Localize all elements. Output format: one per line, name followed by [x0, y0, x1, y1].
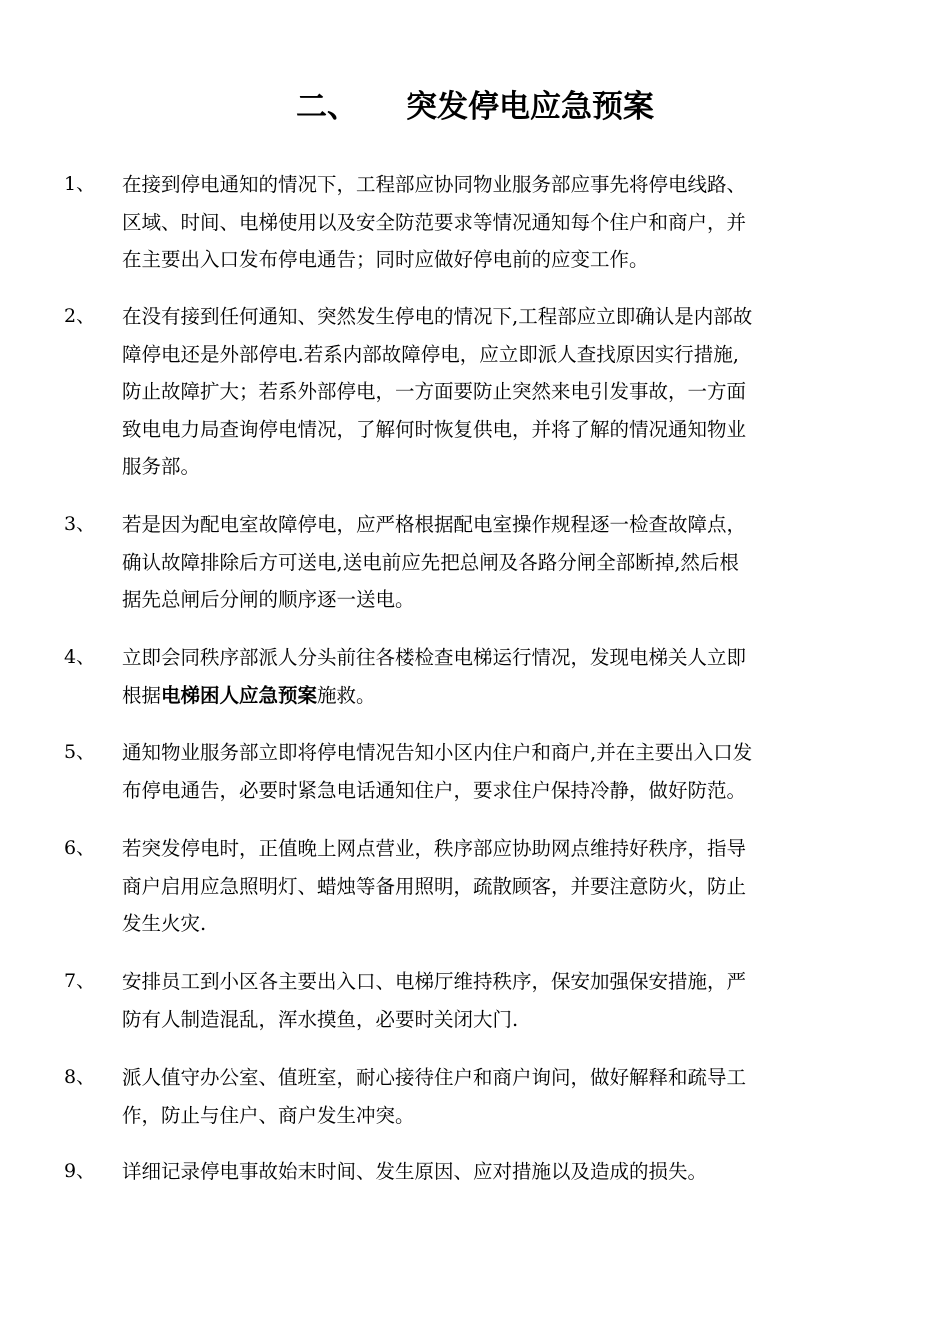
text-line: 派人值守办公室、值班室，耐心接待住户和商户询问，做好解释和疏导工	[122, 1066, 747, 1089]
text-line: 作，防止与住户、商户发生冲突。	[122, 1103, 415, 1127]
text-line: 确认故障排除后方可送电,送电前应先把总闸及各路分闸全部断掉,然后根	[122, 550, 739, 574]
item-number: 8、	[64, 1066, 96, 1088]
item-number: 2、	[64, 305, 96, 327]
text-line: 服务部。	[122, 455, 201, 478]
item-text	[122, 639, 858, 714]
text-line: 布停电通告，必要时紧急电话通知住户，要求住户保持冷静，做好防范。	[122, 778, 747, 802]
text-line: 防有人制造混乱，浑水摸鱼，必要时关闭大门.	[122, 1007, 519, 1031]
title-number: 二、	[296, 89, 358, 125]
text-line: 据先总闸后分闸的顺序逐一送电。	[122, 588, 415, 611]
text-line: 防止故障扩大；若系外部停电，一方面要防止突然来电引发事故，一方面	[122, 380, 747, 403]
text-line: 在没有接到任何通知、突然发生停电的情况下,工程部应立即确认是内部故	[122, 305, 753, 328]
text-line: 若突发停电时，正值晚上网点营业，秩序部应协助网点维持好秩序，指导	[122, 837, 747, 860]
text-line: 若是因为配电室故障停电，应严格根据配电室操作规程逐一检查故障点，	[122, 513, 747, 536]
text-line: 区域、时间、电梯使用以及安全防范要求等情况通知每个住户和商户，并	[122, 210, 747, 234]
page-title	[0, 82, 950, 132]
item-text	[122, 1153, 858, 1191]
item-number: 6、	[64, 837, 96, 859]
text-line	[122, 677, 858, 715]
item-text	[122, 1059, 858, 1134]
item-text	[122, 506, 858, 619]
item-text	[122, 298, 858, 486]
item-text	[122, 963, 858, 1038]
item-number: 5、	[64, 741, 96, 763]
item-text	[122, 830, 858, 943]
text-segment: 施救。	[317, 683, 376, 707]
text-line: 致电电力局查询停电情况，了解何时恢复供电，并将了解的情况通知物业	[122, 417, 747, 441]
text-line: 安排员工到小区各主要出入口、电梯厅维持秩序，保安加强保安措施，严	[122, 970, 747, 993]
item-number: 9、	[64, 1160, 96, 1182]
text-line: 发生火灾.	[122, 912, 207, 935]
text-line: 详细记录停电事故始末时间、发生原因、应对措施以及造成的损失。	[122, 1160, 708, 1183]
text-line: 障停电还是外部停电.若系内部故障停电，应立即派人查找原因实行措施,	[122, 342, 739, 366]
item-number: 7、	[64, 970, 96, 992]
text-segment: 根据	[122, 683, 162, 707]
plan-reference: 电梯困人应急预案	[161, 683, 318, 707]
item-number: 1、	[64, 173, 96, 195]
title-text: 突发停电应急预案	[406, 89, 654, 125]
text-line: 通知物业服务部立即将停电情况告知小区内住户和商户,并在主要出入口发	[122, 741, 753, 764]
item-number: 3、	[64, 513, 96, 535]
item-text	[122, 734, 858, 809]
text-line: 立即会同秩序部派人分头前往各楼检查电梯运行情况，发现电梯关人立即	[122, 646, 747, 669]
item-number: 4、	[64, 646, 96, 668]
text-line: 在主要出入口发布停电通告；同时应做好停电前的应变工作。	[122, 248, 649, 271]
text-line: 商户启用应急照明灯、蜡烛等备用照明，疏散顾客，并要注意防火，防止	[122, 874, 747, 898]
text-line: 在接到停电通知的情况下，工程部应协同物业服务部应事先将停电线路、	[122, 173, 747, 196]
item-text	[122, 166, 858, 279]
